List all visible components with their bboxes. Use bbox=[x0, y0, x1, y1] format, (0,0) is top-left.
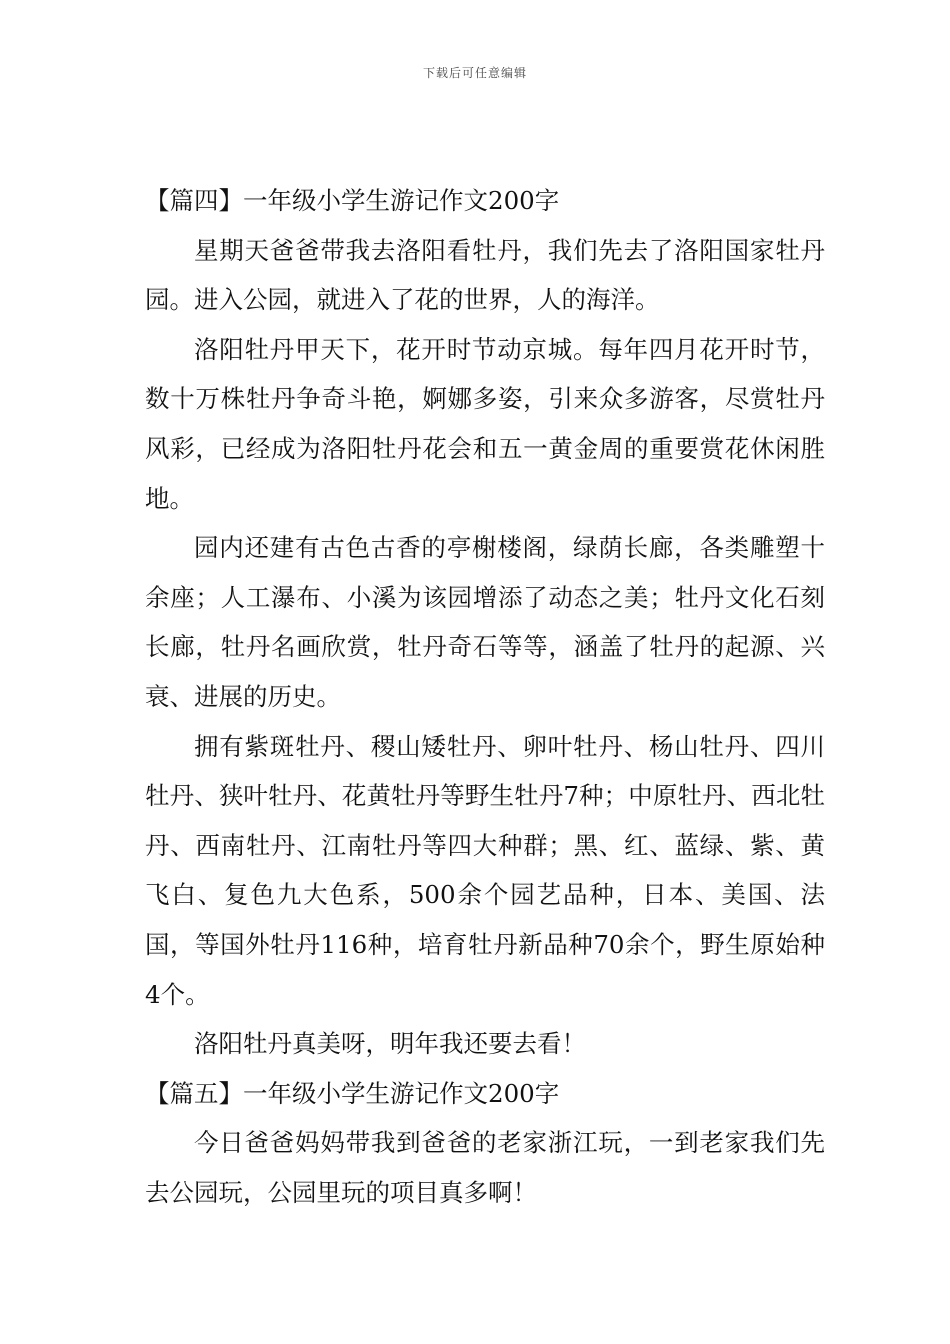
paragraph: 洛阳牡丹甲天下，花开时节动京城。每年四月花开时节，数十万株牡丹争奇斗艳，婀娜多姿，引来众多游客，尽赏牡丹风彩，已经成为洛阳牡丹花会和五一黄金周的重要赏花休闲胜地。 bbox=[145, 334, 825, 513]
paragraph: 拥有紫斑牡丹、稷山矮牡丹、卵叶牡丹、杨山牡丹、四川牡丹、狭叶牡丹、花黄牡丹等野生牡丹7种；中原牡丹、西北牡丹、西南牡丹、江南牡丹等四大种群；黑、红、蓝绿、紫、黄飞白、复色九大色系，500余个园艺品种，日本、美国、法国，等国外牡丹116种，培育牡丹新品种70余个，野生原始种4个。 bbox=[145, 731, 825, 1009]
paragraph: 园内还建有古色古香的亭榭楼阁，绿荫长廊，各类雕塑十余座；人工瀑布、小溪为该园增添了动态之美；牡丹文化石刻长廊，牡丹名画欣赏，牡丹奇石等等，涵盖了牡丹的起源、兴衰、进展的历史。 bbox=[145, 533, 825, 711]
paragraph: 今日爸爸妈妈带我到爸爸的老家浙江玩，一到老家我们先去公园玩，公园里玩的项目真多啊！ bbox=[145, 1128, 825, 1207]
document-body bbox=[145, 176, 825, 1217]
section-title: 【篇五】一年级小学生游记作文200字 bbox=[145, 1078, 560, 1108]
essay-section-4 bbox=[145, 176, 825, 1069]
paragraph: 星期天爸爸带我去洛阳看牡丹，我们先去了洛阳国家牡丹园。进入公园，就进入了花的世界，人的海洋。 bbox=[145, 235, 825, 315]
essay-section-5 bbox=[145, 1069, 825, 1218]
section-title: 【篇四】一年级小学生游记作文200字 bbox=[145, 186, 560, 215]
page-header-note: 下载后可任意编辑 bbox=[422, 66, 527, 80]
paragraph: 洛阳牡丹真美呀，明年我还要去看！ bbox=[194, 1029, 586, 1059]
